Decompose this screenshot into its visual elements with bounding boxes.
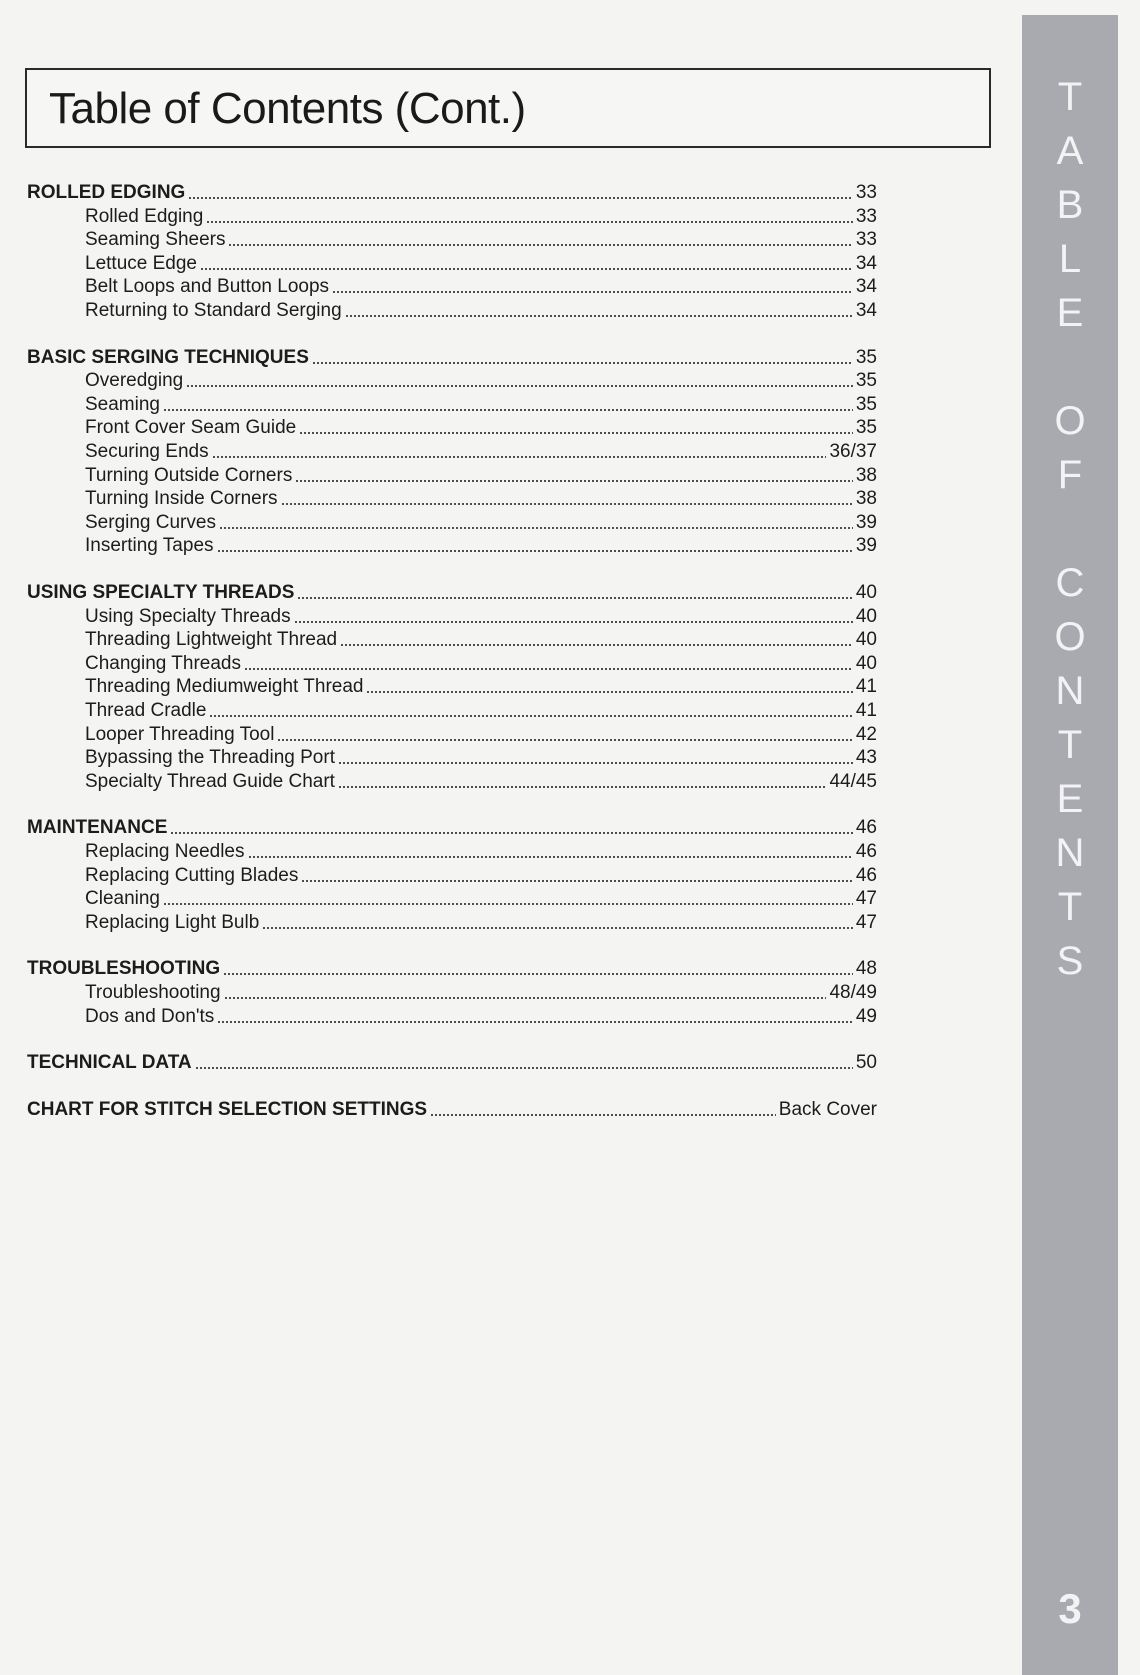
dot-leader [163, 903, 853, 905]
side-tab-letter: S [1056, 939, 1084, 983]
toc-entry-page: 48/49 [829, 982, 877, 1003]
toc-entry-page: 40 [855, 605, 877, 627]
page-title: Table of Contents (Cont.) [49, 84, 526, 133]
dot-leader [312, 362, 853, 364]
toc-entry-label: Cleaning [85, 888, 160, 910]
toc-entry-label: Looper Threading Tool [85, 723, 275, 745]
side-tab-letter: F [1057, 453, 1083, 497]
toc-entry-page: 39 [855, 511, 877, 533]
toc-entry-label: Turning Outside Corners [85, 464, 293, 486]
toc-entry [27, 533, 877, 557]
toc-entry-label: TECHNICAL DATA [27, 1052, 192, 1074]
toc-entry-label: USING SPECIALTY THREADS [27, 582, 295, 603]
dot-leader [217, 550, 853, 552]
toc-entry [27, 227, 877, 251]
toc-entry-label: Thread Cradle [85, 700, 207, 721]
toc-entry-page: 43 [855, 747, 877, 769]
dot-leader [294, 621, 853, 623]
toc-entry-label: Lettuce Edge [85, 252, 197, 274]
toc-entry [27, 204, 877, 228]
side-tab-letter: T [1057, 75, 1083, 119]
page-number: 3 [1058, 1585, 1082, 1632]
dot-leader [244, 668, 853, 670]
toc-entry-page: 39 [855, 535, 877, 557]
toc-entry [27, 886, 877, 910]
dot-leader [366, 691, 852, 693]
toc-entry-label: Belt Loops and Button Loops [85, 276, 330, 298]
side-tab-letter: A [1056, 129, 1084, 173]
side-tab-letter [1022, 502, 1118, 556]
toc-entry [27, 839, 877, 863]
toc-entry-page: 34 [855, 276, 877, 298]
toc-entry-page: 33 [855, 182, 877, 203]
toc-entry-page: 35 [855, 417, 877, 439]
toc-entry-page: 34 [855, 252, 877, 274]
toc-entry-page: 50 [855, 1052, 877, 1074]
dot-leader [299, 432, 853, 434]
dot-leader [262, 927, 853, 929]
toc-entry-page: 46 [855, 841, 877, 862]
toc-entry-page: 48 [855, 958, 877, 980]
toc-entry-label: Troubleshooting [85, 982, 221, 1003]
dot-leader [217, 1021, 853, 1023]
dot-leader [195, 1067, 853, 1069]
toc-entry-page: 33 [855, 229, 877, 251]
toc-entry-label: Front Cover Seam Guide [85, 417, 297, 439]
side-tab-text [1022, 70, 1118, 988]
toc-section-heading [27, 815, 877, 839]
toc-entry-page: Back Cover [778, 1098, 877, 1120]
side-tab-letter: C [1055, 561, 1085, 605]
toc-entry-label: Rolled Edging [85, 205, 204, 227]
dot-leader [297, 597, 852, 599]
toc-entry-label: Overedging [85, 370, 184, 392]
toc-entry-label: BASIC SERGING TECHNIQUES [27, 346, 309, 368]
side-tab-letter [1022, 340, 1118, 394]
toc-entry-label: Securing Ends [85, 441, 209, 462]
dot-leader [295, 480, 853, 482]
side-tab-letter: B [1056, 183, 1084, 227]
toc-section-heading [27, 1097, 877, 1121]
side-tab-letter: N [1055, 669, 1085, 713]
side-tab-letter: T [1057, 885, 1083, 929]
dot-leader [170, 832, 852, 834]
title-box [25, 68, 991, 148]
toc-entry-label: Turning Inside Corners [85, 488, 278, 510]
toc-section-heading [27, 345, 877, 369]
toc-entry [27, 980, 877, 1004]
toc-entry [27, 604, 877, 628]
side-tab-letter: L [1058, 237, 1082, 281]
toc-section-heading [27, 956, 877, 980]
side-tab-letter: O [1054, 399, 1086, 443]
dot-leader [430, 1114, 776, 1116]
toc-entry [27, 1004, 877, 1028]
toc-entry-page: 41 [855, 700, 877, 721]
toc-entry-page: 40 [855, 582, 877, 603]
side-tab-letter: O [1054, 615, 1086, 659]
dot-leader [301, 880, 853, 882]
toc-entry-page: 35 [855, 393, 877, 415]
toc-entry [27, 368, 877, 392]
toc-entry-page: 44/45 [829, 770, 877, 792]
toc-entry [27, 674, 877, 698]
toc-entry-label: Replacing Needles [85, 841, 245, 862]
toc-section-heading [27, 580, 877, 604]
dot-leader [248, 856, 853, 858]
dot-leader [340, 644, 853, 646]
dot-leader [200, 268, 853, 270]
toc-entry-page: 46 [855, 817, 877, 839]
toc-entry-page: 49 [855, 1005, 877, 1027]
dot-leader [188, 197, 853, 199]
dot-leader [277, 739, 852, 741]
toc-entry-label: Serging Curves [85, 511, 216, 533]
toc-entry-label: Replacing Cutting Blades [85, 864, 299, 886]
toc-entry-label: MAINTENANCE [27, 817, 168, 839]
toc-entry [27, 627, 877, 651]
side-tab-letter: N [1055, 831, 1085, 875]
toc-entry [27, 274, 877, 298]
toc-entry-label: Inserting Tapes [85, 535, 214, 557]
toc-entry [27, 486, 877, 510]
dot-leader [345, 315, 853, 317]
toc-entry-page: 35 [855, 370, 877, 392]
toc-entry-page: 38 [855, 464, 877, 486]
toc-entry [27, 745, 877, 769]
side-tab-letter: E [1056, 291, 1084, 335]
toc-entry [27, 439, 877, 463]
toc-entry-page: 38 [855, 488, 877, 510]
toc-entry-label: ROLLED EDGING [27, 182, 186, 203]
dot-leader [209, 715, 852, 717]
toc-entry-page: 41 [855, 676, 877, 698]
toc-entry-page: 47 [855, 911, 877, 933]
toc-entry [27, 251, 877, 275]
toc-entry [27, 769, 877, 793]
dot-leader [228, 244, 852, 246]
toc-entry-page: 42 [855, 723, 877, 745]
toc-entry [27, 722, 877, 746]
toc-entry-page: 36/37 [829, 441, 877, 462]
toc-entry-page: 35 [855, 346, 877, 368]
dot-leader [338, 786, 827, 788]
toc-entry-label: Threading Mediumweight Thread [85, 676, 364, 698]
toc-entry-label: Threading Lightweight Thread [85, 629, 338, 651]
dot-leader [206, 221, 853, 223]
toc-entry-page: 34 [855, 300, 877, 321]
toc-entry-label: Seaming Sheers [85, 229, 226, 251]
toc-entry [27, 651, 877, 675]
toc-entry [27, 510, 877, 534]
toc-entry [27, 392, 877, 416]
toc-entry-label: TROUBLESHOOTING [27, 958, 221, 980]
toc-section-heading [27, 1050, 877, 1074]
dot-leader [281, 503, 853, 505]
side-tab-letter: T [1057, 723, 1083, 767]
toc-entry [27, 298, 877, 322]
dot-leader [332, 291, 853, 293]
toc-entry-page: 40 [855, 652, 877, 674]
dot-leader [338, 762, 853, 764]
toc-entry-label: Replacing Light Bulb [85, 911, 260, 933]
dot-leader [163, 409, 853, 411]
dot-leader [212, 456, 827, 458]
toc-entry [27, 698, 877, 722]
toc-entry-page: 47 [855, 888, 877, 910]
toc-entry-page: 46 [855, 864, 877, 886]
dot-leader [224, 997, 827, 999]
toc-entry-page: 33 [855, 205, 877, 227]
toc-entry-label: Using Specialty Threads [85, 605, 291, 627]
dot-leader [186, 385, 853, 387]
toc-entry-page: 40 [855, 629, 877, 651]
dot-leader [223, 973, 853, 975]
toc-entry [27, 463, 877, 487]
toc-entry-label: Dos and Don'ts [85, 1005, 215, 1027]
dot-leader [219, 527, 853, 529]
toc-entry-label: Returning to Standard Serging [85, 300, 342, 321]
toc-entry-label: Seaming [85, 393, 160, 415]
toc-entry-label: CHART FOR STITCH SELECTION SETTINGS [27, 1098, 428, 1120]
toc-entry-label: Specialty Thread Guide Chart [85, 770, 335, 792]
toc-entry [27, 863, 877, 887]
toc-section-heading [27, 180, 877, 204]
side-tab-letter: E [1056, 777, 1084, 821]
toc-entry-label: Changing Threads [85, 652, 241, 674]
toc-entry-label: Bypassing the Threading Port [85, 747, 335, 769]
toc-entry [27, 415, 877, 439]
toc-entry [27, 910, 877, 934]
side-tab [1022, 15, 1118, 1675]
